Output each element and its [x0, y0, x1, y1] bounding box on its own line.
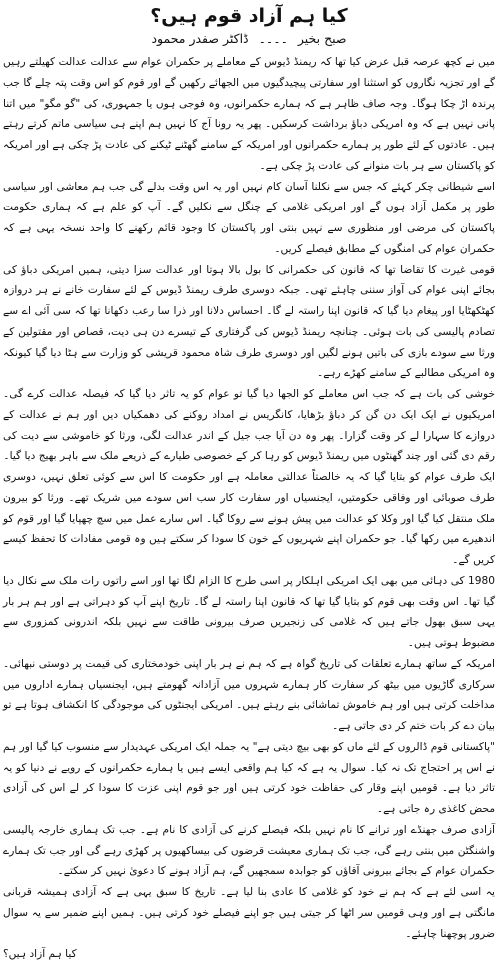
article-paragraph: آزادی صرف جھنڈے اور ترانے کا نام نہیں بلکہ فیصلے کرنے کی آزادی کا نام ہے۔ جب تک ہماری خارجہ پالیسی واشنگٹن میں بنتی رہے گی، جب تک ہماری معیشت قرضوں کی بیساکھیوں پر کھڑی رہے گی اور جب تک ہمارے حکمران عوام کے بجائے بیرونی آقاؤں کو جوابدہ سمجھیں گے، ہم آزاد ہونے کا دعویٰ نہیں کر سکتے۔ [3, 823, 495, 878]
article-paragraph: اسے شیطانی چکر کہئے کہ جس سے نکلنا آسان کام نہیں اور یہ اس وقت بدلے گی جب ہم معاشی اور سیاسی طور پر مکمل آزاد ہوں گے اور امریکی غلامی کے چنگل سے نکلیں گے۔ آپ کو علم ہے کہ ہماری حکومت پاکستان کی مرضی اور منظوری سے نہیں بنتی اور پاکستان کا وجود قائم رکھنے کا واحد نسخہ یہی ہے کہ حکمران عوام کی امنگوں کے مطابق فیصلے کریں۔ [3, 180, 495, 255]
byline-prefix: صبح بخیر [297, 31, 347, 46]
article-paragraph: خوشی کی بات ہے کہ جب اس معاملے کو الجھا دیا گیا تو عوام کو یہ تاثر دیا گیا کہ فیصلہ عدالت کرے گی۔ امریکیوں نے ایک ایک دن گن کر دباؤ بڑھایا، کانگریس نے امداد روکنے کی دھمکیاں دیں اور ہم نے عدالت کے دروازے کا سہارا لے کر وقت گزارا۔ پھر وہ دن آیا جب جیل کے اندر عدالت لگی، ورثا کو خاموشی سے دیت کی رقم دی گئی اور چند گھنٹوں میں ریمنڈ ڈیوس کو رہا کر کے خصوصی طیارے کے ذریعے ملک سے باہر بھیج دیا گیا۔ [3, 388, 495, 463]
article-paragraph: امریکہ کے ساتھ ہمارے تعلقات کی تاریخ گواہ ہے کہ ہم نے ہر بار اپنی خودمختاری کی قیمت پر دوستی نبھائی۔ سرکاری گاڑیوں میں بیٹھ کر سفارت کار ہمارے شہروں میں آزادانہ گھومتے ہیں، ایجنسیاں ہمارے اداروں میں مداخلت کرتی ہیں اور ہم خاموش تماشائی بنے رہتے ہیں۔ امریکی ایجنٹوں کی موجودگی کا انکشاف ہوتا ہے تو بیان دے کر بات ختم کر دی جاتی ہے۔ [3, 657, 495, 732]
article-paragraph: یہ اسی لئے ہے کہ ہم نے خود کو غلامی کا عادی بنا لیا ہے۔ تاریخ کا سبق یہی ہے کہ آزادی ہمیشہ قربانی مانگتی ہے اور وہی قومیں سر اٹھا کر جیتی ہیں جو اپنے فیصلے خود کرتی ہیں۔ ہمیں اپنے ضمیر سے یہ سوال ضرور پوچھنا چاہئے۔ [3, 886, 495, 940]
article-headline: کیا ہم آزاد قوم ہیں؟ [150, 5, 348, 27]
article-byline [0, 30, 498, 48]
article-paragraph: 1980 کی دہائی میں بھی ایک امریکی اہلکار پر اسی طرح کا الزام لگا تھا اور اسے راتوں رات ملک سے نکال دیا گیا تھا۔ اس وقت بھی قوم کو بتایا گیا تھا کہ قانون اپنا راستہ لے گا۔ تاریخ اپنے آپ کو دہراتی ہے اور ہم ہر بار یہی سبق بھول جاتے ہیں کہ غلامی کی زنجیریں صرف بیرونی طاقت سے نہیں بلکہ اندرونی کمزوری سے مضبوط ہوتی ہیں۔ [3, 574, 495, 649]
article-paragraph: قومی غیرت کا تقاضا تھا کہ قانون کی حکمرانی کا بول بالا ہوتا اور عدالت سزا دیتی، ہمیں امریکی دباؤ کی بجائے اپنی عوام کی آواز سننی چاہئے تھی۔ جبکہ دوسری طرف ریمنڈ ڈیوس کے لئے سفارت خانے نے ہر دروازہ کھٹکھٹایا اور پیغام دیا گیا کہ قانون اپنا راستہ لے گا۔ احساس دلانا اور ذرا سا رعب دکھانا تھا کہ سی آئی اے سے تصادم پالیسی کی بات ہوئی۔ چنانچہ ریمنڈ ڈیوس کی گرفتاری کے تیسرے دن ہی دیت، قصاص اور مقتولین کے ورثا سے سودے بازی کی باتیں ہونے لگیں اور دوسری طرف شاہ محمود قریشی کو وزارت سے ہٹا دیا گیا کیونکہ وہ امریکی مطالبے کے سامنے کھڑے رہے۔ [3, 263, 495, 380]
article-paragraph: "پاکستانی قوم ڈالروں کے لئے ماں کو بھی بیچ دیتی ہے" یہ جملہ ایک امریکی عہدیدار سے منسوب کیا گیا اور ہم نے اس پر احتجاج تک نہ کیا۔ سوال یہ ہے کہ کیا ہم واقعی ایسے ہیں یا ہمارے حکمرانوں کے رویے نے دنیا کو یہ تاثر دیا ہے۔ قومیں اپنے وقار کی حفاظت خود کرتی ہیں اور جو قوم اپنی عزت کا سودا کر لے اس کی آزادی محض کاغذی رہ جاتی ہے۔ [3, 740, 495, 815]
byline-separator: ۔۔۔۔ [258, 31, 288, 46]
byline-author: ڈاکٹر صفدر محمود [151, 31, 249, 46]
article-paragraph: ایک طرف عوام کو بتایا گیا کہ یہ خالصتاً عدالتی معاملہ ہے اور حکومت کا اس سے کوئی تعلق نہیں، دوسری طرف صوبائی اور وفاقی حکومتیں، ایجنسیاں اور سفارت کار سب اس سودے میں شریک تھے۔ ورثا کو بیرون ملک منتقل کیا گیا اور وکلا کو عدالت میں پیش ہونے سے روکا گیا۔ اس سارے عمل میں سچ چھپایا گیا اور قوم کو اندھیرے میں رکھا گیا۔ جو حکمران اپنے شہریوں کے خون کا سودا کر سکتے ہیں وہ قومی مفادات کا تحفظ کیسے کریں گے۔ [3, 471, 495, 566]
closing-question: کیا ہم آزاد ہیں؟ [3, 948, 77, 961]
article-paragraph: میں نے کچھ عرصہ قبل عرض کیا تھا کہ ریمنڈ ڈیوس کے معاملے پر حکمران عوام سے عدالت عدالت کھیلتے رہیں گے اور تجزیہ نگاروں کو استثنا اور سفارتی پیچیدگیوں میں الجھائے رکھیں گے اور قوم کو اس وقت پتہ چلے گا جب پرندہ اڑ چکا ہوگا۔ وجہ صاف ظاہر ہے کہ ہمارے حکمرانوں، وہ فوجی ہوں یا جمہوری، کی "گو مگو" میں اتنا پانی نہیں ہے کہ وہ امریکی دباؤ برداشت کرسکیں۔ پھر یہ رونا آج کا نہیں ہم اپنے ہی سیاسی ماتم کرتے رہتے ہیں۔ عادتوں کے لئے طور پر ہمارے حکمرانوں اور امریکہ کے سامنے گھٹنے ٹیکنے کی عادت پڑ چکی ہے اور امریکہ کو پاکستان سے ہر بات منوانے کی عادت پڑ چکی ہے۔ [3, 56, 495, 172]
article-body [3, 52, 495, 961]
